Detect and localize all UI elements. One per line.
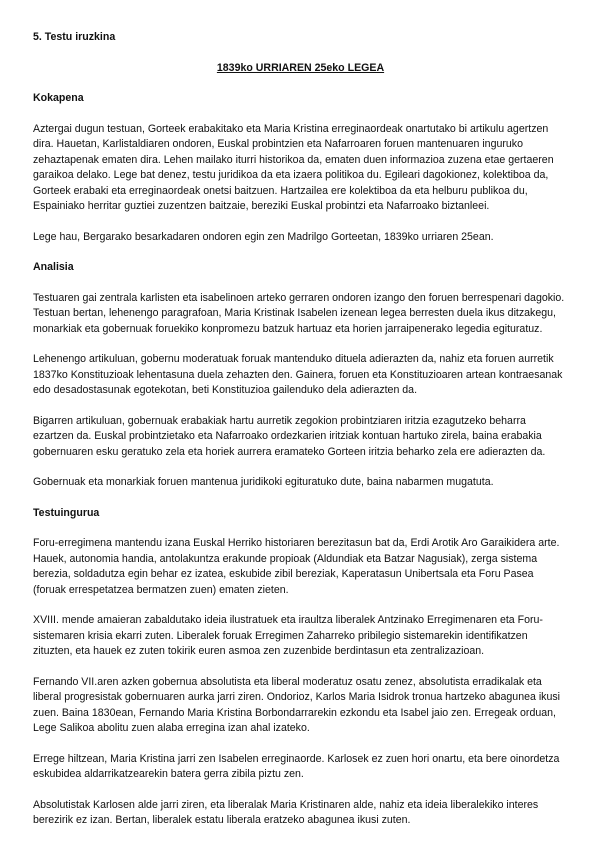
- section-title-kokapena: Kokapena: [33, 92, 84, 104]
- section-title-testuingurua: Testuingurua: [33, 506, 100, 519]
- paragraph: Gobernuak eta monarkiak foruen mantenua juridikoki egituratuko dute, baina nabarmen mugatuta.: [33, 476, 494, 488]
- paragraph: Lege hau, Bergarako besarkadaren ondoren egin zen Madrilgo Gorteetan, 1839ko urriaren 25ean.: [33, 230, 494, 243]
- section-heading: 5. Testu iruzkina: [33, 31, 116, 43]
- section-title-analisia: Analisia: [33, 261, 74, 273]
- paragraph: Lehenengo artikuluan, gobernu moderatuak foruak mantenduko dituela adierazten da, nahiz eta foruen aurretik 1837ko Konstituzioak lehentasuna duela zehazten den. Gainera, foruen eta Konstituzioaren artean kontraesanak edo desadostasunak egotekotan, beti Konstituzioa gailenduko dela adierazten da.: [33, 353, 563, 396]
- paragraph: Testuaren gai zentrala karlisten eta isabelinoen arteko gerraren ondoren izango den foruen berrespenari dagokio. Testuan bertan, lehenengo paragrafoan, Maria Kristinak Isabelen izenean legea berresten duela ikus ditzakegu, monarkiak eta gobernuak foruekiko konpromezu batzuk hartuaz eta horien jarraipenerako legedia egituratuz.: [33, 291, 565, 335]
- paragraph: Absolutistak Karlosen alde jarri ziren, eta liberalak Maria Kristinaren alde, nahiz eta ideia liberalekiko interes berezirik ez izan. Bertan, liberalek estatu liberala eratzeko abagunea ikusi zuten.: [33, 798, 539, 826]
- paragraph: Bigarren artikuluan, gobernuak erabakiak hartu aurretik zegokion probintziaren iritzia ezagutzeko beharra ezartzen da. Euskal probintzietako eta Nafarroako ordezkarien iritziak kontuan hartuko zirela, baina erabakia gobernuaren esku geratuko zela eta horiek aurrera eramateko Gorteen iritzia beharko zela ere adierazten da.: [33, 414, 546, 458]
- paragraph: Errege hiltzean, Maria Kristina jarri zen Isabelen erreginaorde. Karlosek ez zuen hori onartu, eta bere oinordetza eskubidea aldarrikatzearekin batera gerra zibila piztu zen.: [33, 752, 560, 780]
- document-title: 1839ko URRIAREN 25eko LEGEA: [216, 61, 385, 74]
- paragraph: Fernando VII.aren azken gobernua absolutista eta liberal moderatuz osatu zenez, absolutista erradikalak eta liberal progresistak gobernuaren aurka jarri ziren. Ondorioz, Karlos Maria Isidrok tronua hartzeko abagunea ikusi zuen. Baina 1830ean, Fernando Maria Kristina Borbondarrarekin ezkondu eta Isabel jaio zen. Erregeak orduan, Lege Salikoa abolitu zuen alaba erregina izan ahal izateko.: [33, 675, 561, 734]
- paragraph: XVIII. mende amaieran zabaldutako ideia ilustratuek eta iraultza liberalek Antzinako Erregimenaren eta Foru-sistemaren krisia ekarri zuten. Liberalek foruak Erregimen Zaharreko pribilegio sistemarekin identifikatzen zituzten, eta hauek ez zuten tokirik euren asmoa zen zuzenbide berdintasun eta zentralizazioan.: [33, 614, 543, 657]
- paragraph: Foru-erregimena mantendu izana Euskal Herriko historiaren berezitasun bat da, Erdi Arotik Aro Garaikidera arte. Hauek, autonomia handia, antolakuntza erakunde propioak (Aldundiak eta Batzar Nagusiak), zerga sistema berezia, soldadutza egin behar ez izatea, eskubide zibil bereziak, Kaperatasun Unibertsala eta Foru Pasea (foruak errespetatzea bermatzen zuen) ematen zieten.: [33, 537, 560, 596]
- paragraph: Aztergai dugun testuan, Gorteek erabakitako eta Maria Kristina erreginaordeak onartutako bi artikulu agertzen dira. Hauetan, Karlistaldiaren ondoren, Euskal probintzien eta Nafarroaren foruen mantenuaren inguruko zehaztapenak ematen dira. Lehen mailako iturri historikoa da, ematen duen informazioa zuzena etae gertaeren garaikoa delako. Lege bat denez, testu juridikoa da eta izaera politikoa du. Egileari dagokionez, kolektiboa da, Gorteek erabaki eta erreginaordeak onetsi baitzuen. Hartzailea ere kolektiboa da eta helburu publikoa du, Espainiako herritar guztiei zuzentzen baitzaie, bereziki Euskal probintzi eta Nafarroako biztanleei.: [33, 122, 554, 212]
